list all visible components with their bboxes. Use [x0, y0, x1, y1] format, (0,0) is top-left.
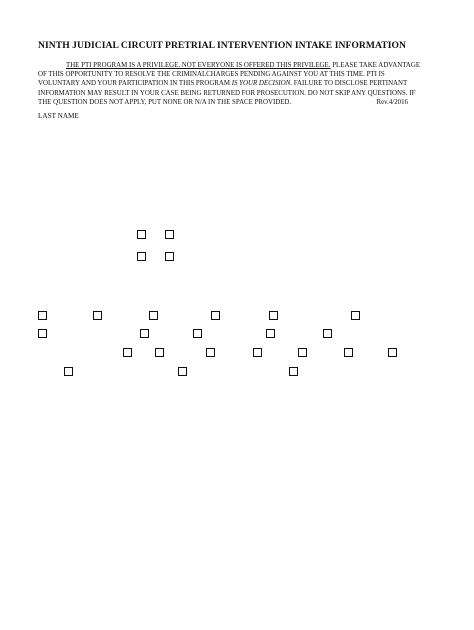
- checkbox[interactable]: [93, 311, 102, 320]
- intro-line-5: [38, 98, 438, 107]
- checkbox[interactable]: [193, 329, 202, 338]
- intro-line-1: [38, 61, 438, 70]
- checkbox[interactable]: [155, 348, 164, 357]
- intro-line-3-emphasis: IS YOUR DECISION: [231, 80, 291, 88]
- checkbox[interactable]: [253, 348, 262, 357]
- checkbox[interactable]: [38, 329, 47, 338]
- checkbox[interactable]: [64, 367, 73, 376]
- checkbox[interactable]: [211, 311, 220, 320]
- checkbox[interactable]: [178, 367, 187, 376]
- checkbox[interactable]: [266, 329, 275, 338]
- checkbox[interactable]: [123, 348, 132, 357]
- checkbox[interactable]: [38, 311, 47, 320]
- checkbox[interactable]: [351, 311, 360, 320]
- intro-line-2: OF THIS OPPORTUNITY TO RESOLVE THE CRIMINALCHARGES PENDING AGAINST YOU AT THIS TIME. PTI IS: [38, 71, 385, 79]
- intro-line-5-text: THE QUESTION DOES NOT APPLY, PUT NONE OR N/A IN THE SPACE PROVIDED.: [38, 98, 292, 106]
- intro-paragraph: [38, 61, 438, 107]
- form-title: NINTH JUDICIAL CIRCUIT PRETRIAL INTERVENTION INTAKE INFORMATION: [38, 40, 406, 51]
- checkbox[interactable]: [344, 348, 353, 357]
- checkbox[interactable]: [388, 348, 397, 357]
- last-name-label: LAST NAME: [38, 112, 79, 120]
- revision-date: Rev.4/2016: [376, 98, 408, 106]
- checkbox[interactable]: [149, 311, 158, 320]
- checkbox[interactable]: [137, 230, 146, 239]
- intro-line-1-rest: PLEASE TAKE ADVANTAGE: [330, 62, 421, 69]
- intro-line-3: [38, 79, 438, 88]
- checkbox[interactable]: [140, 329, 149, 338]
- checkbox[interactable]: [298, 348, 307, 357]
- checkbox[interactable]: [137, 252, 146, 261]
- intro-line-3-a: VOLUNTARY AND YOUR PARTICIPATION IN THIS PROGRAM: [38, 80, 232, 88]
- checkbox[interactable]: [165, 252, 174, 261]
- privilege-statement: THE PTI PROGRAM IS A PRIVILEGE. NOT EVERYONE IS OFFERED THIS PRIVILEGE.: [66, 62, 331, 69]
- intro-line-3-b: . FAILURE TO DISCLOSE PERTINANT: [290, 80, 408, 88]
- checkbox[interactable]: [206, 348, 215, 357]
- checkbox[interactable]: [289, 367, 298, 376]
- intro-line-4: INFORMATION MAY RESULT IN YOUR CASE BEING RETURNED FOR PROSECUTION. DO NOT SKIP ANY QUESTIONS. IF: [38, 89, 416, 97]
- checkbox[interactable]: [323, 329, 332, 338]
- checkbox[interactable]: [269, 311, 278, 320]
- checkbox[interactable]: [165, 230, 174, 239]
